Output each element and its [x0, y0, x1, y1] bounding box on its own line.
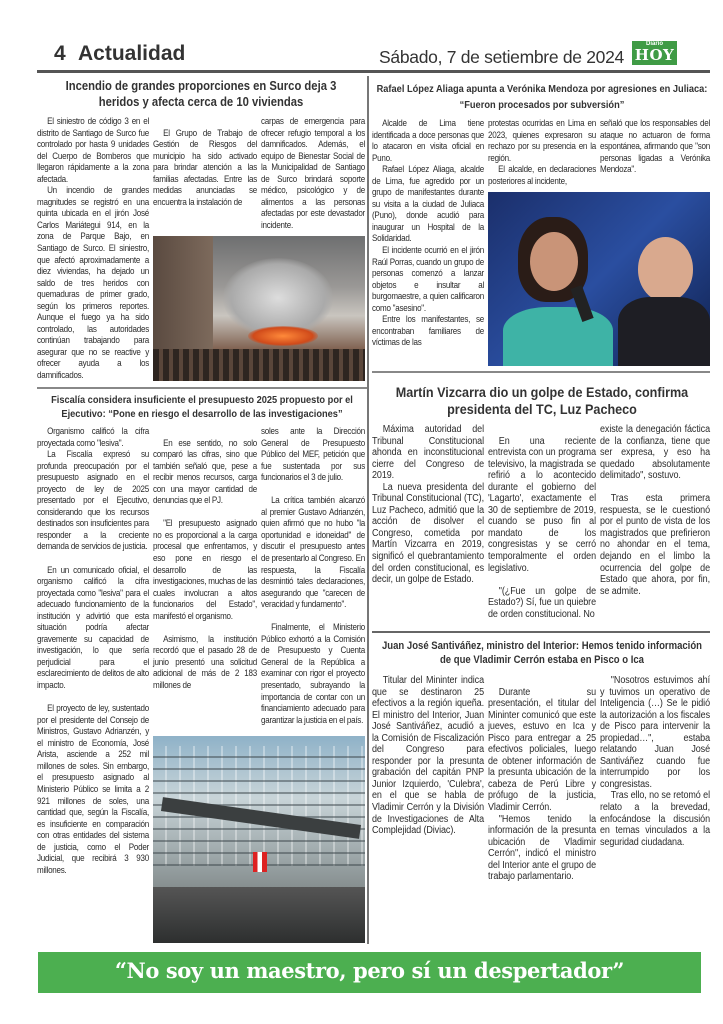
article-column [600, 675, 710, 848]
paragraph: Asimismo, la institución recordó que el pasado 28 de junio presentó una solicitud adicional de más de 2 183 millones de [153, 633, 257, 692]
paragraph: "El presupuesto asignado no es proporcional a la carga procesal que enfrentamos, y eso pone en riesgo el desarrollo de las investigaciones, muchas de las cuales involucran a altos funcionarios del Estado", manifestó el organismo. [153, 518, 257, 622]
lopez-aliaga-mendoza-photo [488, 192, 710, 366]
paragraph: Entre los manifestantes, se encontraban familiares de víctimas de las [372, 314, 484, 349]
article-separator [372, 371, 710, 373]
header-rule [37, 70, 710, 73]
logo-small-text: Diario [645, 41, 663, 47]
paragraph: Alcalde de Lima tiene identificada a doce personas que lo atacaron en visita oficial en Puno. [372, 118, 484, 164]
paragraph: Finalmente, el Ministerio Público exhortó a la Comisión de Presupuesto y Cuenta General de la República a examinar con rigor el proyecto presentado, subrayando la importancia de contar con un financiamiento adecuado para garantizar la justicia en el país. [261, 622, 365, 726]
paragraph-spacer [600, 482, 710, 494]
article-column [261, 426, 365, 726]
logo-big-text: HOY [634, 46, 675, 64]
paragraph-spacer [153, 426, 257, 438]
article-title-surco: Incendio de grandes proporciones en Surco deja 3 heridos y afecta cerca de 10 viviendas [65, 79, 337, 110]
article-column [153, 116, 257, 208]
paragraph: "Hemos tenido la información de la presunta ubicación de Vladimir Cerrón", indicó el ministro del Interior ante el grupo de trabajo parlamentario. [488, 813, 596, 883]
article-column [488, 675, 596, 883]
paragraph-spacer [261, 484, 365, 496]
paragraph: Durante su presentación, el titular del Mininter comunicó que este jueves, estuvo en Ica y Pisco para entregar a 25 efectivos policiales, luego de obtener información de la presunta ubicación de la cabeza de Perú Libre y prófugo de la justicia, Vladimir Cerrón. [488, 686, 596, 814]
paragraph: señaló que los responsables del ataque no actuaron de forma espontánea, afirmando que "son personas ligadas a Verónika Mendoza". [600, 118, 710, 176]
paragraph: En un comunicado oficial, el organismo calificó la cifra proyectada como "lesiva" para el adecuado funcionamiento de la institución y advirtió que esta situación podría afectar gravemente su capacidad de investigación, lo que sería perjudicial para el esclarecimiento de delitos de alto impacto. [37, 564, 149, 692]
paragraph: El proyecto de ley, sustentado por el presidente del Consejo de Ministros, Gustavo Adrianzén, y el ministro de Economía, José Arista, asciende a 252 mil millones de soles. Sin embargo, el presupuesto asignado al Ministerio Público se limita a 2 921 millones de soles, una cantidad que, según la Fiscalía, es insuficiente en comparación con otras entidades del sistema de justicia, como el Poder Judicial, que recibirá 3 930 millones. [37, 703, 149, 876]
paragraph: La Fiscalía expresó su profunda preocupación por el presupuesto asignado en el proyecto de ley de 2025 presentado por el Ejecutivo, considerando que los recursos destinados son insuficientes para responder a la creciente demanda de servicios de justicia. [37, 449, 149, 553]
article-column [372, 118, 484, 349]
section-title: Actualidad [78, 42, 186, 65]
article-separator [37, 387, 367, 389]
paragraph: El incidente ocurrió en el jirón Raúl Porras, cuando un grupo de personas comenzó a lanzar objetos e insultar al burgomaestre, a quien calificaron como "asesino". [372, 245, 484, 314]
paragraph-spacer [37, 692, 149, 704]
article-column [600, 118, 710, 176]
paragraph: El alcalde, en declaraciones posteriores al incidente, [488, 164, 596, 187]
article-separator [372, 631, 710, 633]
paragraph: En una reciente entrevista con un programa televisivo, la magistrada se refirió a lo acontecido durante el gobierno del 'Lagarto', exactamente el 30 de septiembre de 2019, cuando se puso fin al mandato de los congresistas y se cerró temporalmente el orden legislativo. [488, 435, 596, 574]
paragraph: soles ante la Dirección General de Presupuesto Público del MEF, petición que fue sustentada por sus funcionarios el 3 de julio. [261, 426, 365, 484]
article-title-fiscalia: Fiscalía considera insuficiente el presupuesto 2025 propuesto por el Ejecutivo: “Pone en riesgo el desarrollo de las investigaciones” [51, 395, 353, 420]
paragraph-spacer [153, 507, 257, 519]
article-column [600, 424, 710, 597]
fire-photo [153, 236, 365, 381]
article-column [261, 116, 365, 231]
paragraph-spacer [488, 424, 596, 436]
article-title-santivanez: Juan José Santiváñez, ministro del Interior: Hemos tenido información de que Vladimir Cerrón estaba en Pisco o Ica [381, 640, 702, 666]
article-title-lopez-aliaga: Rafael López Aliaga apunta a Verónika Mendoza por agresiones en Juliaca: “Fueron procesados por subversión” [376, 84, 708, 111]
ministerio-publico-building-photo [153, 736, 365, 943]
newspaper-logo [632, 41, 677, 65]
column-divider [367, 76, 369, 944]
paragraph: La nueva presidenta del Tribunal Constitucional (TC), Luz Pacheco, admitió que la acción de disolver el Congreso, cometida por Martín Vizcarra en 2019, significó el quebrantamiento del orden constitucional, es decir, un golpe de Estado. [372, 481, 484, 586]
page-number: 4 [54, 42, 66, 65]
issue-date: Sábado, 7 de setiembre de 2024 [379, 47, 624, 67]
article-column [488, 424, 596, 620]
paragraph: existe la denegación fáctica de la confianza, tiene que ser expresa, y eso ha quedado absolutamente delimitado", sostuvo. [600, 424, 710, 482]
paragraph-spacer [488, 675, 596, 687]
paragraph: "Nosotros estuvimos ahí y tuvimos un operativo de Inteligencia (…) Se le pidió la autorización a los fiscales de Pisco para intervenir la propiedad…", estaba relatando Juan José Santiváñez cuando fue interrumpido por los congresistas. [600, 675, 710, 790]
paragraph: Rafael López Aliaga, alcalde de Lima, fue agredido por un grupo de manifestantes durante su visita a la ciudad de Juliaca (Puno), donde acudió para inaugurar un Hospital de la Solidaridad. [372, 164, 484, 245]
paragraph: protestas ocurridas en Lima en 2023, quienes expresaron su rechazo por su presencia en la región. [488, 118, 596, 164]
article-column [37, 116, 149, 382]
article-column [372, 424, 484, 586]
paragraph-spacer [488, 574, 596, 586]
paragraph-spacer [153, 622, 257, 634]
paragraph: "(¿Fue un golpe de Estado?) Sí, fue un quiebre de orden constitucional. No [488, 585, 596, 620]
paragraph: La crítica también alcanzó al premier Gustavo Adrianzén, quien afirmó que no hubo "la oportunidad e idoneidad" de discutir el presupuesto antes de presentarlo al Congreso. En respuesta, la Fiscalía desmintió tales declaraciones, asegurando que "carecen de veracidad y fundamento". [261, 495, 365, 611]
article-column [488, 118, 596, 187]
paragraph-spacer [261, 611, 365, 623]
paragraph-spacer [153, 116, 257, 128]
paragraph: El Grupo de Trabajo de Gestión de Riesgos del municipio ha sido activado para brindar atención a las familias afectadas. Entre las medidas anunciadas se encuentra la instalación de [153, 127, 257, 208]
article-title-vizcarra: Martín Vizcarra dio un golpe de Estado, confirma presidenta del TC, Luz Pacheco [395, 384, 689, 417]
article-column [153, 426, 257, 692]
paragraph: Un incendio de grandes magnitudes se registró en una quinta ubicada en el jirón José Carlos Mariátegui 914, en la zona de Parque Bajo, en Santiago de Surco. El siniestro, que afectó aproximadamente a diez viviendas, ha dejado un saldo de tres heridos con quemaduras de primer grado, según los primeros reportes. Aunque el fuego ya ha sido controlado, las autoridades continúan trabajando para asegurar que no se reactive y ofrecer ayuda a los damnificados. [37, 185, 149, 382]
paragraph: Organismo calificó la cifra proyectada como "lesiva". [37, 426, 149, 449]
quote-banner: “No soy un maestro, pero sí un despertador” [38, 952, 701, 993]
paragraph: Tras esta primera respuesta, se le cuestionó por el punto de vista de los magistrados que prefirieron no ahondar en el tema, dejando en el limbo la ocurrencia del golpe de Estado que ahora, por fin, se admite. [600, 493, 710, 597]
paragraph: Máxima autoridad del Tribunal Constitucional ahonda en inconstitucional cierre del Congreso de 2019. [372, 424, 484, 482]
article-column [37, 426, 149, 876]
paragraph: Tras ello, no se retomó el relato a la brevedad, enfocándose la discusión en temas vinculados a la seguridad ciudadana. [600, 790, 710, 848]
paragraph: Titular del Mininter indica que se destinaron 25 efectivos a la región iqueña. El ministro del Interior, Juan José Santiváñez, acudió a la Comisión de Fiscalización del Congreso para responder por la presunta grabación del capitán PNP Junior Izquierdo, 'Culebra', en el que se habla de Vladimir Cerrón y la División de Investigaciones de Alta Complejidad (Diviac). [372, 675, 484, 837]
article-column [372, 675, 484, 837]
paragraph: El siniestro de código 3 en el distrito de Santiago de Surco fue controlado por hasta 9 unidades del Cuerpo de Bomberos que llegaron rápidamente a la zona afectada. [37, 116, 149, 185]
paragraph: carpas de emergencia para ofrecer refugio temporal a los damnificados. Además, el equipo de Bienestar Social de la Municipalidad de Santiago de Surco brindará soporte médico, psicológico y de alimentos a las personas afectadas por este devastador incidente. [261, 116, 365, 231]
paragraph: En ese sentido, no solo comparó las cifras, sino que también señaló que, pese a recibir menos recursos, carga con una mayor cantidad de denuncias que el PJ. [153, 437, 257, 507]
paragraph-spacer [37, 553, 149, 565]
